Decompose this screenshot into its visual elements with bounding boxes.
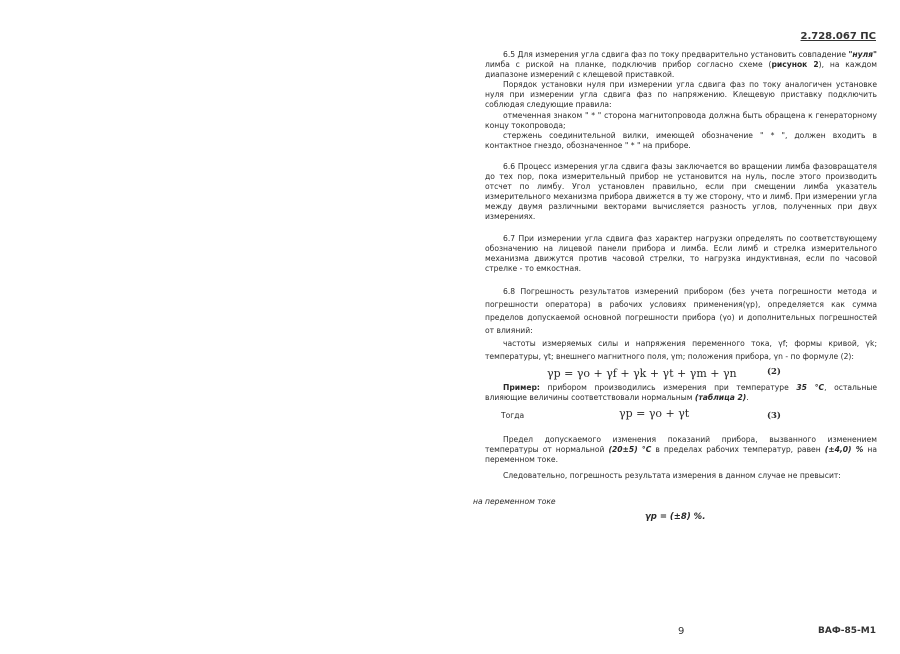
text: Предел допускаемого изменения показаний прибора, вызванного изменением температуры от нормальной: [485, 435, 877, 455]
text: прибором производились измерения при температуре: [539, 382, 797, 392]
paragraph-6-8: 6.8 Погрешность результатов измерений прибором (без учета погрешности метода и погрешности оператора) в рабочих условиях применения(γp), определяется как сумма пределов допускаемой основной погрешности прибора (γo) и дополнительных погрешностей от влияний:: [485, 286, 877, 335]
formula-3-number: (3): [767, 411, 781, 422]
limit-paragraph: [485, 435, 877, 465]
text: .: [746, 392, 749, 402]
result-value: γp = (±8) %.: [645, 511, 706, 522]
text: , остальные влияющие величины соответствовали нормальным: [485, 382, 877, 402]
paragraph-6-5: [485, 50, 877, 80]
ac-label: на переменном токе: [473, 497, 556, 507]
rule-magnetic-core: отмеченная знаком " * " сторона магнитопровода должна быть обращена к генераторному концу токопровода;: [485, 110, 877, 130]
paragraph-6-5-zero: Порядок установки нуля при измерении угла сдвига фаз по току аналогичен установке нуля при измерении угла сдвига фаз по напряжению. Клещевую приставку подключить соблюдая следующие правила:: [485, 80, 877, 110]
formula-3-expression: γp = γo + γt: [619, 407, 690, 421]
paragraph-6-7: 6.7 При измерении угла сдвига фаз характер нагрузки определять по соответствующему обозначению на лицевой панели прибора и лимба. Если лимб и стрелка измерительного механизма движутся против часовой стрелки, то нагрузка индуктивная, если по часовой стрелке - то емкостная.: [485, 233, 877, 273]
limit-value: (±4,0) %: [824, 445, 864, 455]
device-model: ВАФ-85-М1: [818, 626, 876, 636]
bold-text: "нуля": [848, 50, 877, 59]
example-label: Пример:: [503, 382, 540, 392]
text: лимба с риской на планке, подключив прибор согласно схеме (: [485, 60, 772, 70]
temperature-value: 35 °C: [796, 382, 825, 392]
text: на переменном токе.: [485, 445, 878, 465]
page-number: 9: [678, 626, 685, 637]
text: ), на каждом диапазоне измерений с клещевой приставкой.: [485, 60, 877, 80]
text: в пределах рабочих температур, равен: [651, 445, 825, 455]
conclusion: Следовательно, погрешность результата измерения в данном случае не превысит:: [503, 471, 841, 481]
formula-2-expression: γp = γo + γf + γk + γt + γm + γn: [547, 366, 737, 380]
table-reference: (таблица 2): [694, 392, 747, 402]
formula-2-number: (2): [767, 366, 781, 377]
figure-reference: рисунок 2: [771, 60, 819, 70]
text-column: [473, 50, 878, 522]
formula-3-label: Тогда: [501, 411, 525, 421]
normal-temperature: (20±5) °C: [608, 445, 652, 455]
paragraph-6-8-influences: частоты измеряемых силы и напряжения переменного тока, γf; формы кривой, γk; температуры, γt; внешнего магнитного поля, γm; положения прибора, γn - по формуле (2):: [485, 338, 877, 361]
text: 6.5 Для измерения угла сдвига фаз по току предварительно установить совпадение: [503, 50, 849, 59]
rule-connector-pin: стержень соединительной вилки, имеющей обозначение " * ", должен входить в контактное гнездо, обозначенное " * " на приборе.: [485, 130, 877, 150]
document-number: 2.728.067 ПС: [800, 31, 876, 42]
paragraph-6-6: 6.6 Процесс измерения угла сдвига фазы заключается во вращении лимба фазовращателя до тех пор, пока измерительный прибор не установится на нуль, после этого производить отсчет по лимбу. Угол установлен правильно, если при смещении лимба указатель измерительного механизма прибора движется в ту же сторону, что и лимб. При измерении угла между двумя различными векторами вычисляется разность углов, полученных при двух измерениях.: [485, 161, 877, 222]
formula-2: [485, 363, 877, 383]
example-paragraph: [485, 383, 877, 403]
formula-3: [485, 403, 877, 429]
